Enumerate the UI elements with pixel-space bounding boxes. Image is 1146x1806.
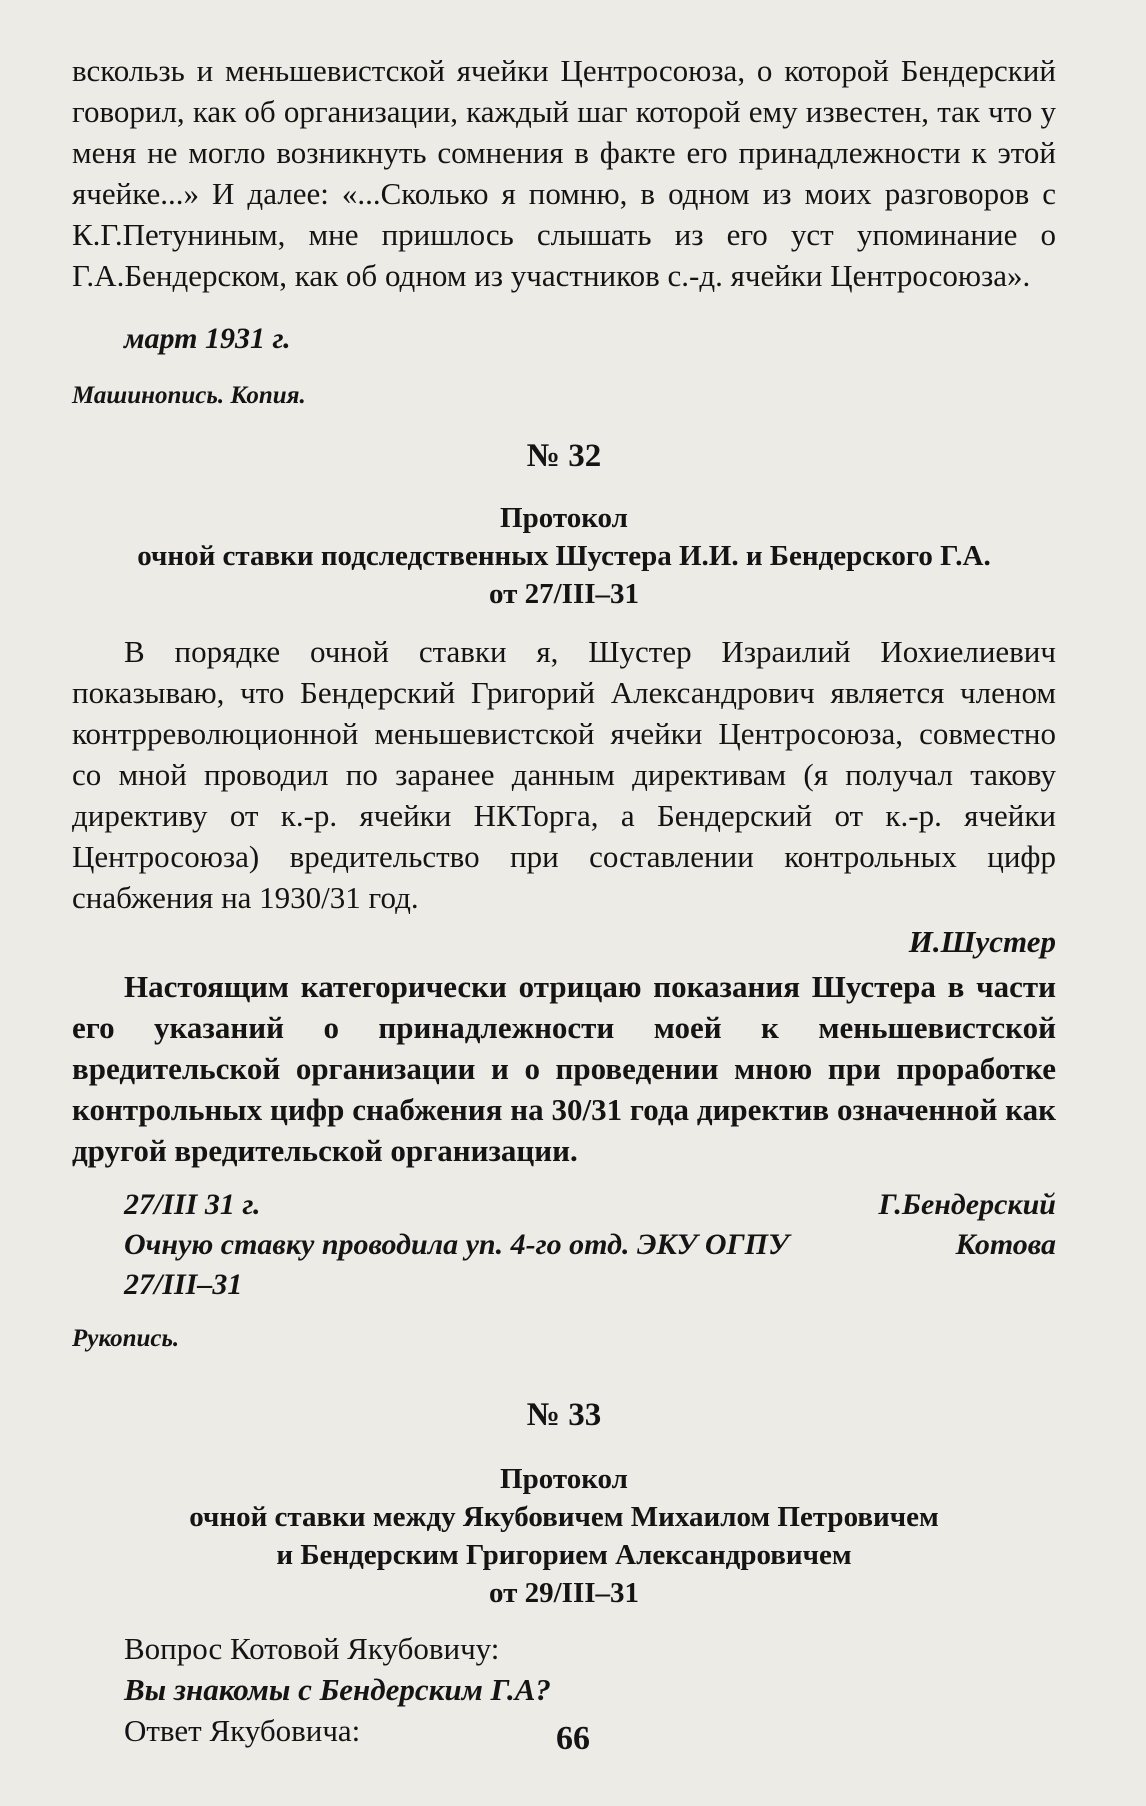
conducted-by: Очную ставку проводила уп. 4-го отд. ЭКУ ОГПУ xyxy=(124,1228,789,1261)
signature-row-2 xyxy=(72,1225,1056,1265)
signature-kotova: Котова xyxy=(955,1228,1056,1261)
document-32-paragraph-1: В порядке очной ставки я, Шустер Израилий Иохиелиевич показываю, что Бендерский Григорий Александрович является членом контрреволюционной меньшевистской ячейки Центросоюза, совместно со мной проводил по заранее данным директивам (я получал такову директиву от к.-р. ячейки НКТорга, а Бендерский от к.-р. ячейки Центросоюза) вредительство при составлении контрольных цифр снабжения на 1930/31 год. xyxy=(72,634,1056,915)
document-32-number: № 32 xyxy=(526,438,602,474)
document-33-title-line-3: и Бендерским Григорием Александровичем xyxy=(276,1539,852,1571)
signature-block xyxy=(72,1185,1056,1305)
document-32-title-line-1: Протокол xyxy=(500,502,628,534)
page-number: 66 xyxy=(556,1720,590,1757)
date-march-1931: март 1931 г. xyxy=(124,322,291,355)
answer-label: Ответ Якубовича: xyxy=(124,1713,361,1748)
signature-row-3 xyxy=(72,1265,1056,1305)
signature-shuster: И.Шустер xyxy=(908,924,1056,959)
question-label: Вопрос Котовой Якубовичу: xyxy=(124,1631,500,1666)
document-33-number: № 33 xyxy=(526,1397,602,1433)
question-text: Вы знакомы с Бендерским Г.А? xyxy=(124,1672,551,1707)
source-note-2: Рукопись. xyxy=(72,1325,180,1352)
date-left: 27/III 31 г. xyxy=(124,1188,261,1221)
document-33-title-line-4: от 29/III–31 xyxy=(488,1577,640,1609)
document-33-title-line-2: очной ставки между Якубовичем Михаилом Петровичем xyxy=(189,1501,939,1533)
document-32-paragraph-2: Настоящим категорически отрицаю показания Шустера в части его указаний о принадлежности моей к меньшевистской вредительской организации и о проведении мною при проработке контрольных цифр снабжения на 30/31 года директив означенной как другой вредительской организации. xyxy=(72,969,1056,1168)
signature-bendersky: Г.Бендерский xyxy=(878,1188,1056,1221)
document-33-title-line-1: Протокол xyxy=(500,1463,628,1495)
document-32-title xyxy=(72,499,1056,613)
date-final: 27/III–31 xyxy=(124,1268,243,1301)
top-paragraph: вскользь и меньшевистской ячейки Центросоюза, о которой Бендерский говорил, как об организации, каждый шаг которой ему известен, так что у меня не могло возникнуть сомнения в факте его принадлежности к этой ячейке...» И далее: «...Сколько я помню, в одном из моих разговоров с К.Г.Петуниным, мне пришлось слышать из его уст упоминание о Г.А.Бендерском, как об одном из участников с.-д. ячейки Центросоюза». xyxy=(72,53,1056,293)
document-32-title-line-2: очной ставки подследственных Шустера И.И. и Бендерского Г.А. xyxy=(137,540,991,572)
document-32-title-line-3: от 27/III–31 xyxy=(488,578,640,610)
source-note-1: Машинопись. Копия. xyxy=(72,382,306,409)
document-33-title xyxy=(72,1460,1056,1612)
signature-row-1 xyxy=(72,1185,1056,1225)
